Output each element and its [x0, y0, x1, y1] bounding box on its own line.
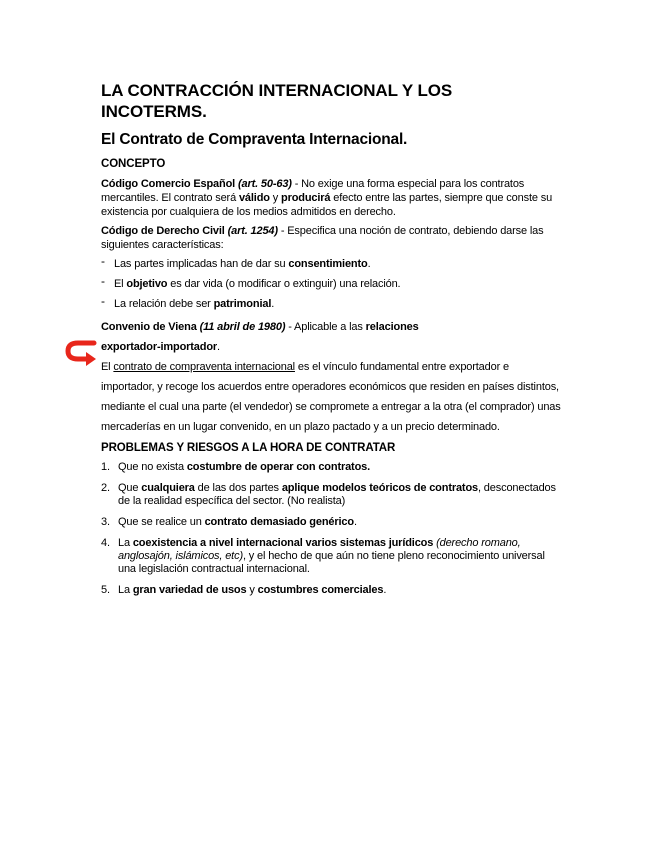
document-title: LA CONTRACCIÓN INTERNACIONAL Y LOS INCOTERMS. — [101, 81, 453, 121]
codigo-comercio-name: Código Comercio Español — [101, 178, 236, 190]
list-item: 3. Que se realice un contrato demasiado genérico. — [101, 516, 357, 528]
convenio-paragraph: Convenio de Viena (11 abril de 1980) - Aplicable a las relaciones exportador-importador. — [101, 321, 419, 353]
list-item: - La relación debe ser patrimonial. — [101, 294, 275, 310]
problemas-heading: PROBLEMAS Y RIESGOS A LA HORA DE CONTRATAR — [101, 442, 396, 454]
document-page — [101, 80, 561, 605]
list-item: - Las partes implicadas han de dar su consentimiento. — [101, 254, 371, 270]
list-item: 5. La gran variedad de usos y costumbres comerciales. — [101, 584, 387, 596]
convenio-ref: (11 abril de 1980) — [199, 321, 286, 333]
codigo-comercio-ref: (art. 50-63) — [237, 178, 292, 190]
codigo-comercio-paragraph: Código Comercio Español (art. 50-63) - No exige una forma especial para los contratos mercantiles. El contrato será válido y producirá efecto entre las partes, siempre que conste su existencia por cualquiera de los medios admitidos en derecho. — [101, 178, 553, 218]
list-item: 1. Que no exista costumbre de operar con contratos. — [101, 461, 371, 473]
codigo-civil-name: Código de Derecho Civil — [101, 225, 225, 237]
curved-arrow-icon — [64, 338, 100, 368]
problemas-list — [101, 461, 561, 597]
section-title: El Contrato de Compraventa Internacional. — [101, 131, 408, 148]
contrato-compraventa-link: contrato de compraventa internacional — [113, 361, 295, 373]
codigo-civil-paragraph: Código de Derecho Civil (art. 1254) - Especifica una noción de contrato, debiendo darse las siguientes características: — [101, 225, 544, 251]
concepto-heading: CONCEPTO — [101, 158, 166, 170]
list-item: 4. La coexistencia a nivel internacional varios sistemas jurídicos (derecho romano, anglosajón, islámicos, etc), y el hecho de que aún no tiene pleno reconocimiento universal una legislación contractual internacional. — [101, 537, 545, 575]
list-item: 2. Que cualquiera de las dos partes aplique modelos teóricos de contratos, desconectados de la realidad específica del sector. (No realista) — [101, 482, 556, 507]
codigo-civil-ref: (art. 1254) — [227, 225, 278, 237]
convenio-name: Convenio de Viena — [101, 321, 197, 333]
definition-paragraph: El contrato de compraventa internacional es el vínculo fundamental entre exportador e importador, y recoge los acuerdos entre operadores económicos que residen en países distintos, mediante el cual una parte (el vendedor) se compromete a entregar a la otra (el comprador) unas mercaderías en un lugar convenido, en un plazo pactado y a un precio determinado. — [101, 361, 561, 433]
convenio-viena-block — [101, 317, 561, 437]
characteristics-list — [101, 254, 561, 311]
list-item: - El objetivo es dar vida (o modificar o extinguir) una relación. — [101, 274, 401, 290]
